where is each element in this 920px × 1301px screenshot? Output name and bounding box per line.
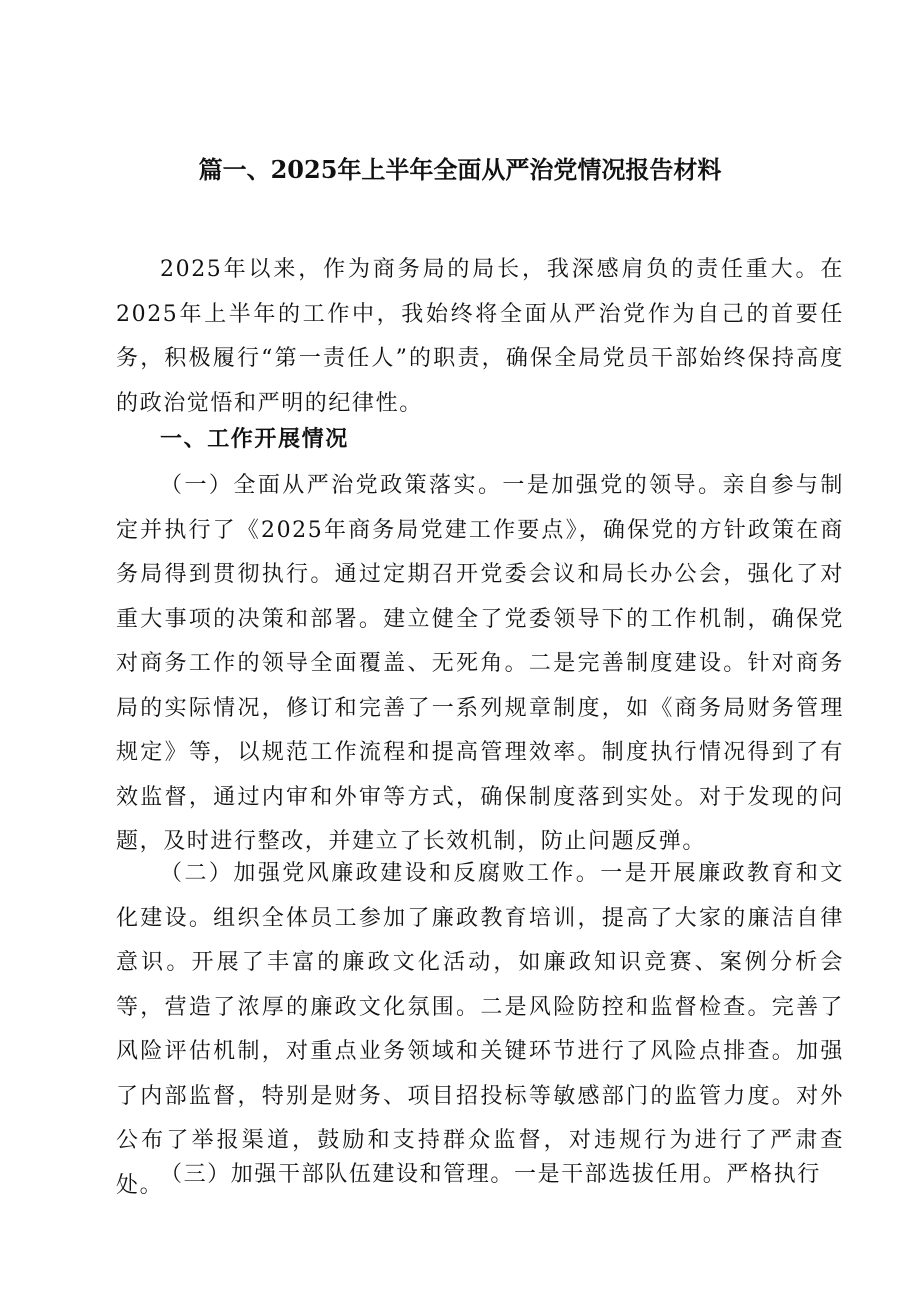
intro-paragraph: 2025年以来，作为商务局的局长，我深感肩负的责任重大。在2025年上半年的工作中，我始终将全面从严治党作为自己的首要任务，积极履行“第一责任人”的职责，确保全局党员干部始终保持高度的政治觉悟和严明的纪律性。 xyxy=(116,257,844,416)
paragraph-block-1 xyxy=(116,464,844,865)
body-paragraph: （一）全面从严治党政策落实。一是加强党的领导。亲自参与制定并执行了《2025年商务局党建工作要点》，确保党的方针政策在商务局得到贯彻执行。通过定期召开党委会议和局长办公会，强化了对重大事项的决策和部署。建立健全了党委领导下的工作机制，确保党对商务工作的领导全面覆盖、无死角。二是完善制度建设。针对商务局的实际情况，修订和完善了一系列规章制度，如《商务局财务管理规定》等，以规范工作流程和提高管理效率。制度执行情况得到了有效监督，通过内审和外审等方式，确保制度落到实处。对于发现的问题，及时进行整改，并建立了长效机制，防止问题反弹。 xyxy=(116,473,844,854)
body-paragraph: （三）加强干部队伍建设和管理。一是干部选拔任用。严格执行 xyxy=(160,1162,821,1187)
paragraph-block-3 xyxy=(116,1153,844,1198)
intro-paragraph-block xyxy=(116,248,844,426)
section-heading-block xyxy=(116,418,844,463)
body-paragraph: （二）加强党风廉政建设和反腐败工作。一是开展廉政教育和文化建设。组织全体员工参加了廉政教育培训，提高了大家的廉洁自律意识。开展了丰富的廉政文化活动，如廉政知识竞赛、案例分析会等，营造了浓厚的廉政文化氛围。二是风险防控和监督检查。完善了风险评估机制，对重点业务领域和关键环节进行了风险点排查。加强了内部监督，特别是财务、项目招投标等敏感部门的监管力度。对外公布了举报渠道，鼓励和支持群众监督，对违规行为进行了严肃查处。 xyxy=(116,861,844,1198)
document-title: 篇一、2025年上半年全面从严治党情况报告材料 xyxy=(198,155,722,184)
section-heading: 一、工作开展情况 xyxy=(160,427,349,452)
